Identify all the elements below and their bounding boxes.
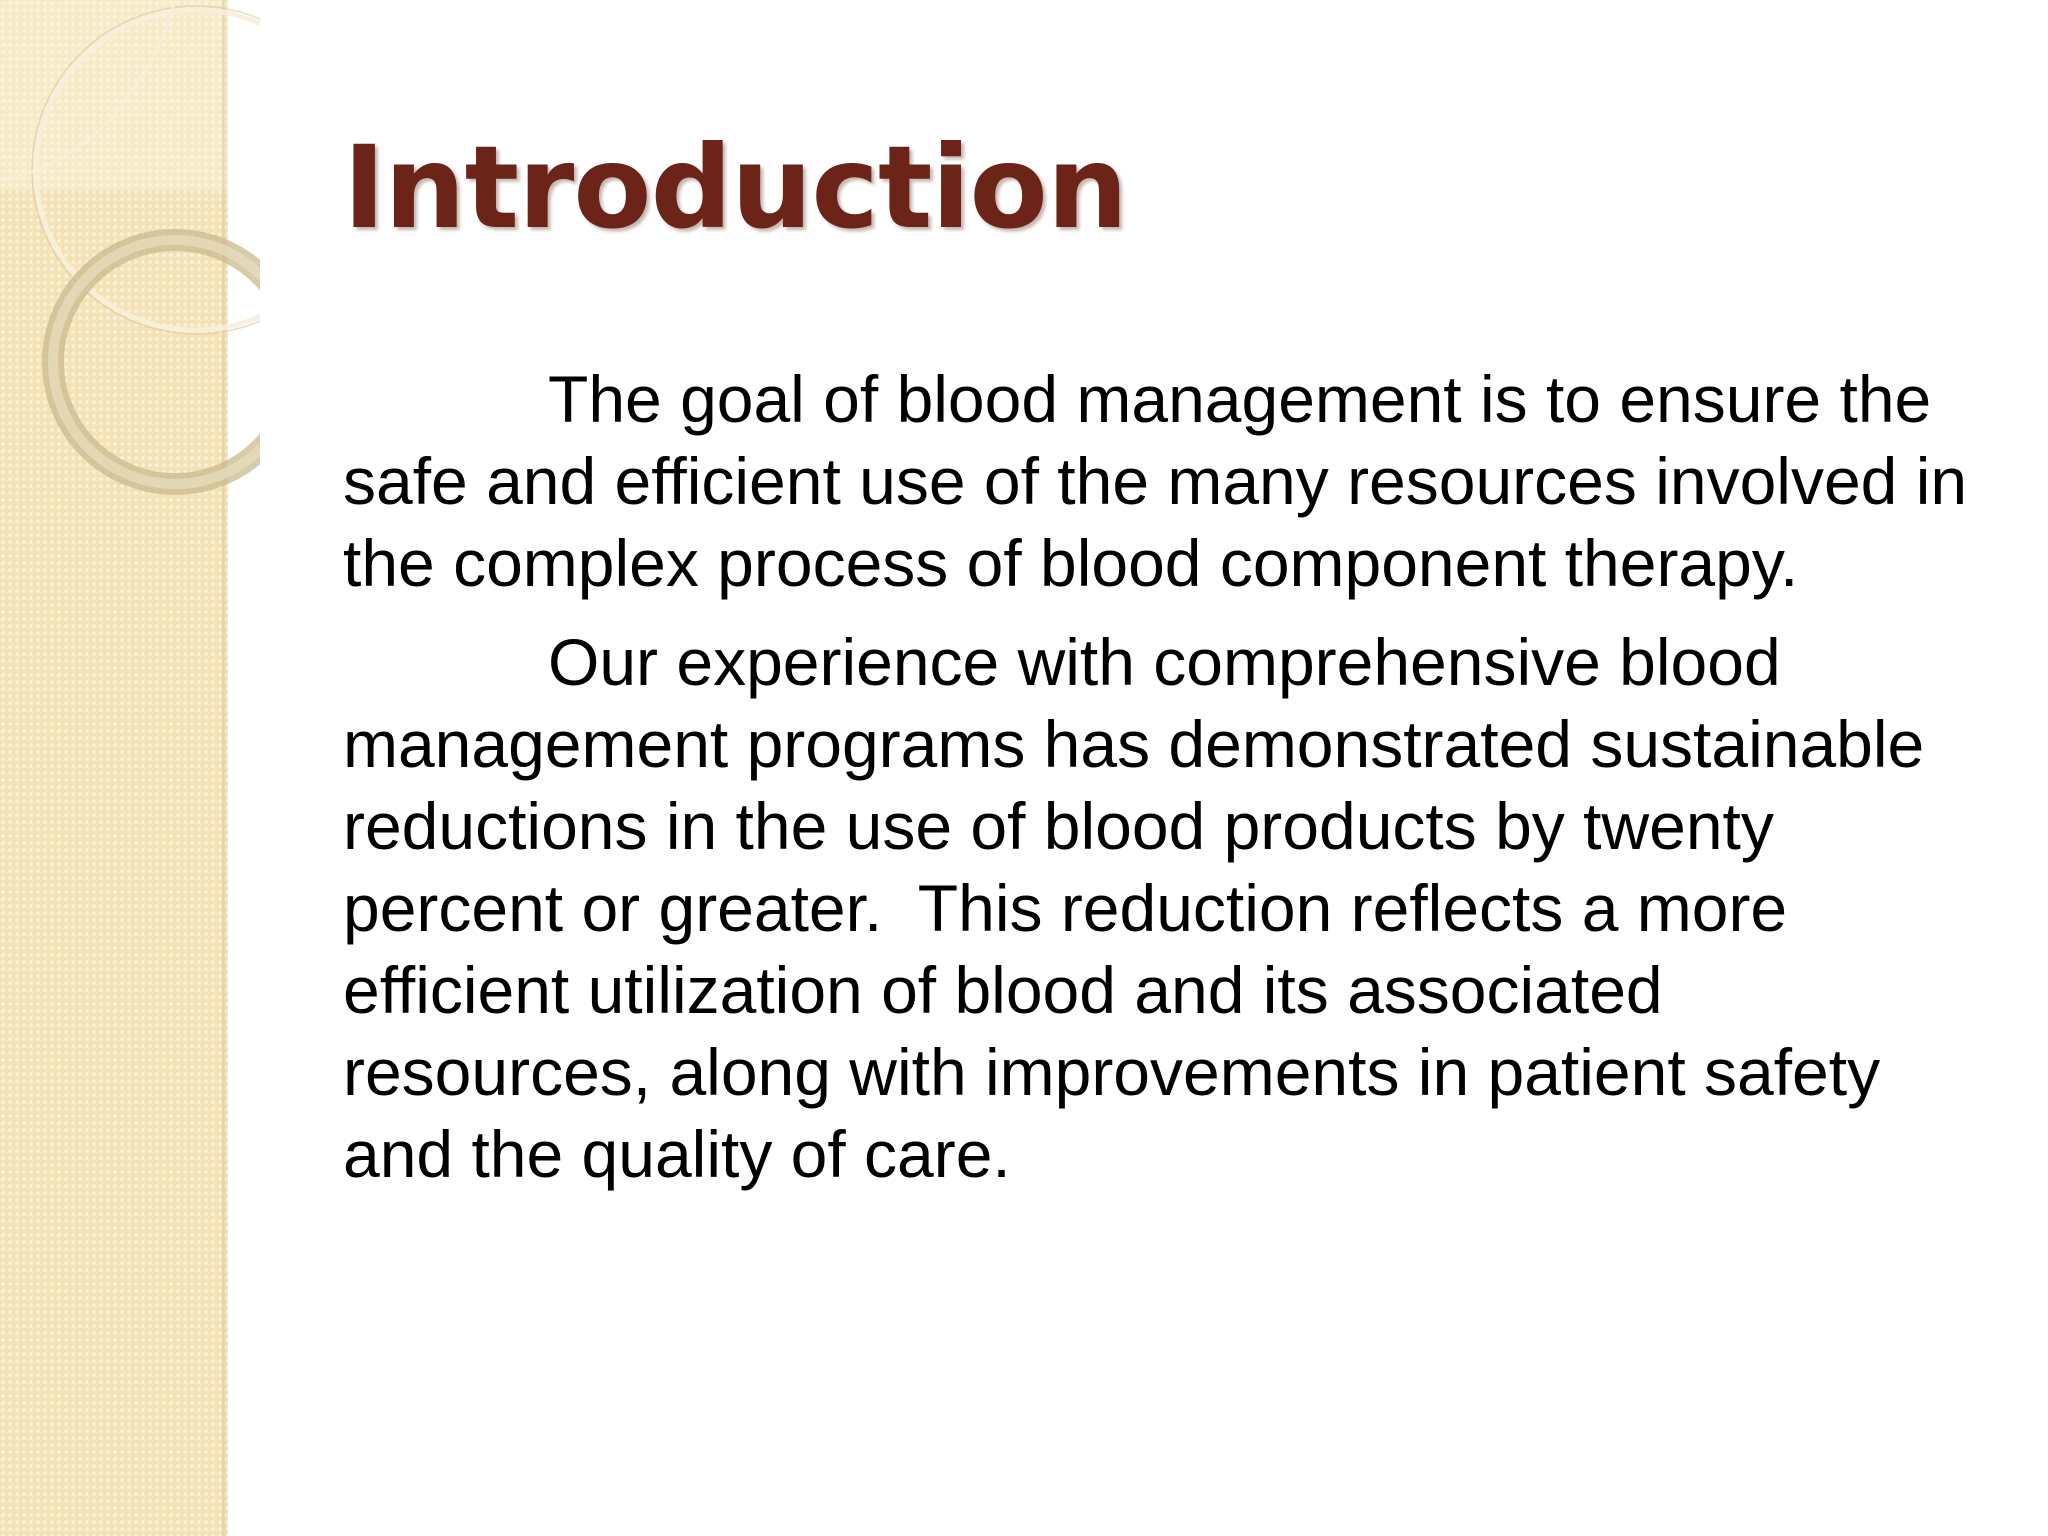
decorative-rings: [0, 0, 260, 520]
corner-arc: [0, 0, 175, 180]
intro-paragraph-1: The goal of blood management is to ensure the safe and efficient use of the many resources involved in the complex process of blood component therapy.: [343, 362, 1986, 600]
large-ring-shadow: [32, 6, 260, 334]
small-ring-inner: [53, 240, 260, 484]
slide-body: [343, 358, 1986, 1212]
slide-title: Introduction: [343, 121, 1127, 254]
intro-paragraph-2: Our experience with comprehensive blood management programs has demonstrated sustainable reductions in the use of blood products by twenty percent or greater. This reduction reflects a more efficient utilization of blood and its associated resources, along with improvements in patient safety and the quality of care.: [343, 625, 1943, 1191]
